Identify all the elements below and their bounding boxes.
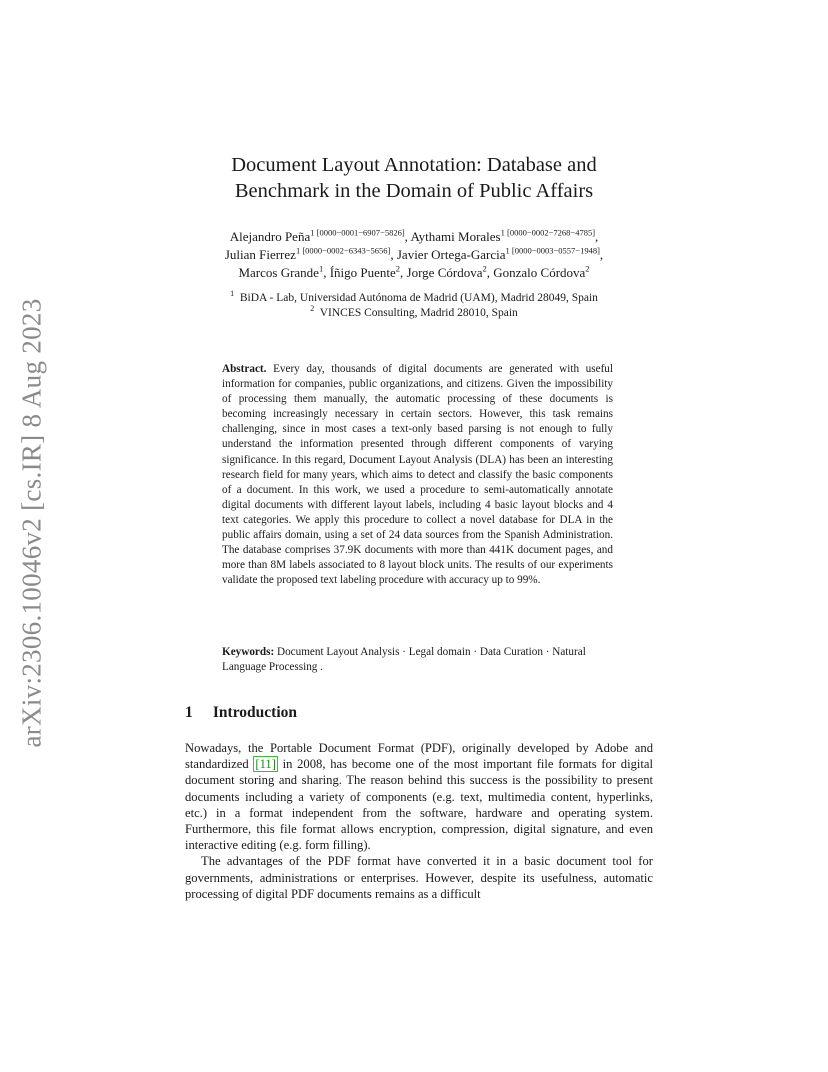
author-line-2 [150, 246, 678, 264]
paragraph: The advantages of the PDF format have converted it in a basic document tool for governments, administrations or enterprises. However, despite its usefulness, automatic processing of digital PDF documents remains as a difficult [185, 854, 653, 901]
author-name: Aythami Morales [410, 229, 501, 244]
abstract [222, 362, 613, 588]
author-name: Javier Ortega-Garcia [396, 247, 506, 262]
paper-title-line-2: Benchmark in the Domain of Public Affairs [234, 180, 594, 202]
abstract-text: Every day, thousands of digital documents are generated with useful information for companies, public organizations, and citizens. Given the impossibility of processing them manually, the automatic processing of these documents is becoming increasingly necessary in certain sectors. However, this task remains challenging, since in most cases a text-only based parsing is not enough to fully understand the information presented through different components of varying significance. In this regard, Document Layout Analysis (DLA) has been an interesting research field for many years, which aims to detect and classify the basic components of a document. In this work, we used a procedure to semi-automatically annotate digital documents with different layout labels, including 4 basic layout blocks and 4 text categories. We apply this procedure to collect a novel database for DLA in the public affairs domain, using a set of 24 data sources from the Spanish Administration. The database comprises 37.9K documents with more than 441K document pages, and more than 8M labels associated to 8 layout block units. The results of our experiments validate the proposed text labeling procedure with accuracy up to 99%. [222, 363, 613, 587]
author-name: Julian Fierrez [224, 247, 296, 262]
affiliation-text: VINCES Consulting, Madrid 28010, Spain [319, 307, 518, 319]
author-separator: , [486, 265, 494, 280]
author-affiliation-mark: 2 [585, 263, 590, 274]
keywords-text: Document Layout Analysis · Legal domain · Data Curation · Natural Language Processing . [222, 646, 586, 674]
author-name: Marcos Grande [238, 265, 319, 280]
paper-title-line-1: Document Layout Annotation: Database and [231, 154, 597, 176]
author-name: Íñigo Puente [329, 265, 396, 280]
affiliation-mark: 1 [230, 289, 235, 299]
author-separator: , [323, 265, 330, 280]
citation-link[interactable]: [11] [255, 757, 276, 772]
section-heading [185, 704, 297, 722]
author-affiliation-mark: 2 [395, 263, 401, 274]
arxiv-identifier [12, 298, 52, 748]
abstract-label: Abstract. [222, 363, 267, 375]
author-orcid: 1 [0000−0003−0557−1948] [505, 245, 600, 256]
affiliation-mark: 2 [310, 304, 315, 314]
affiliations [150, 291, 678, 321]
paragraph-text: in 2008, has become one of the most important file formats for digital document storing and sharing. The reason behind this success is the possibility to present documents including a variety of components (e.g. text, multimedia content, hyperlinks, etc.) in a format independent from the software, hardware and operating system. Furthermore, this file format allows encryption, compression, digital signature, and even interactive editing (e.g. form filling). [185, 757, 653, 853]
author-separator: , [595, 229, 599, 244]
paper-title [150, 152, 678, 204]
paragraph [185, 740, 653, 853]
author-orcid: 1 [0000−0001−6907−5826] [310, 227, 405, 238]
affiliation-text: BiDA - Lab, Universidad Autónoma de Madrid (UAM), Madrid 28049, Spain [239, 292, 598, 304]
affiliation-1 [150, 291, 678, 306]
author-separator: , [390, 247, 397, 262]
author-name: Jorge Córdova [406, 265, 483, 280]
author-name: Gonzalo Córdova [493, 265, 586, 280]
affiliation-2 [150, 306, 678, 321]
section-title: Introduction [212, 704, 297, 721]
author-orcid: 1 [0000−0002−6343−5656] [295, 245, 391, 256]
author-separator: , [400, 265, 407, 280]
body-text [185, 740, 653, 902]
author-line-1 [150, 228, 678, 246]
author-name: Alejandro Peña [229, 229, 311, 244]
section-number: 1 [185, 704, 193, 721]
arxiv-identifier-text: arXiv:2306.10046v2 [cs.IR] 8 Aug 2023 [16, 298, 47, 748]
author-affiliation-mark: 2 [482, 263, 487, 274]
keywords-label: Keywords: [222, 646, 275, 658]
author-orcid: 1 [0000−0002−7268−4785] [500, 227, 596, 238]
author-separator: , [599, 247, 604, 262]
keywords [222, 645, 613, 675]
author-line-3 [150, 264, 678, 282]
author-separator: , [404, 229, 411, 244]
author-affiliation-mark: 1 [318, 263, 324, 274]
author-list [150, 228, 678, 282]
paragraph-text: Nowadays, the Portable Document Format (PDF), originally developed by Adobe and standardized [185, 741, 653, 772]
